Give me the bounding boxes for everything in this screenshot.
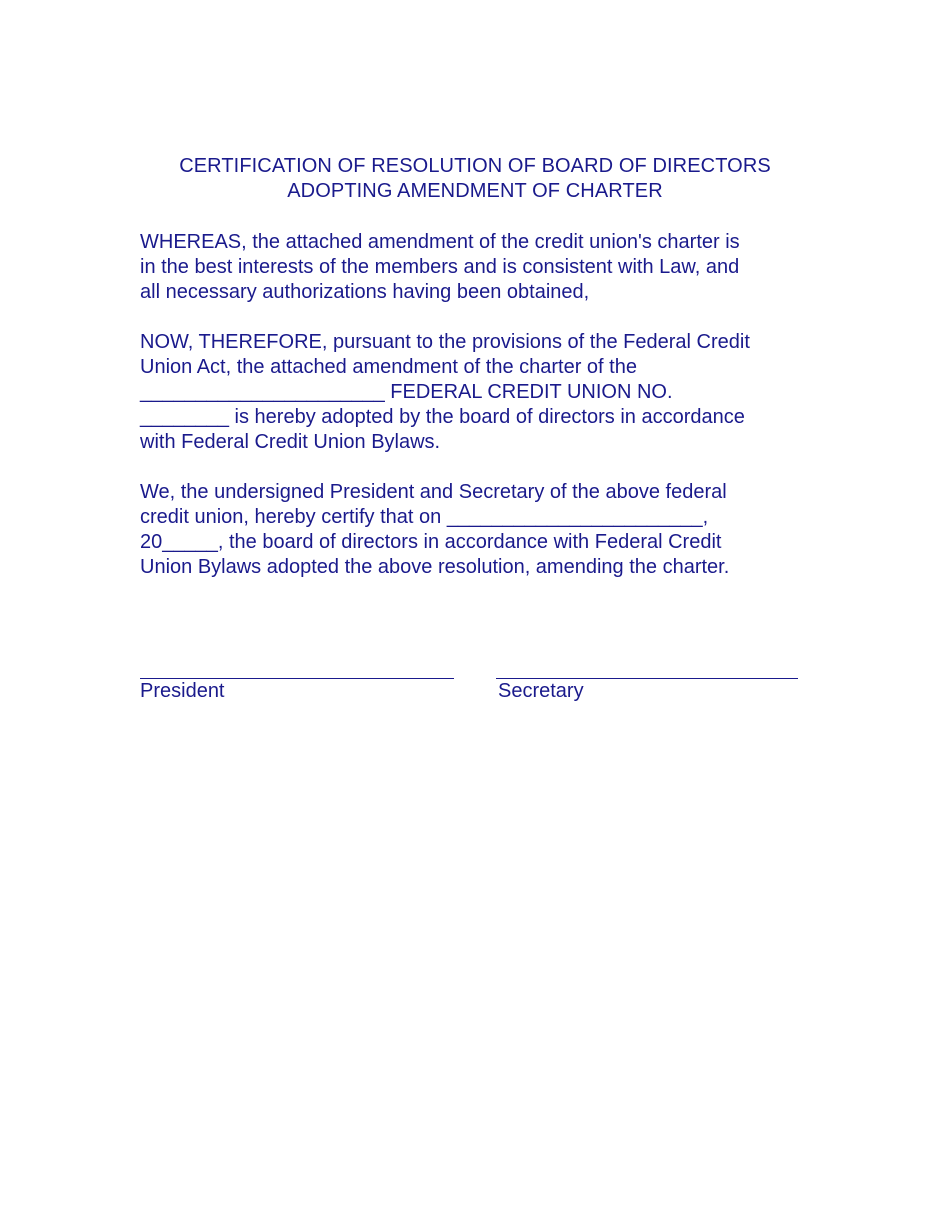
now-therefore-paragraph	[140, 330, 840, 455]
certify-line-1: We, the undersigned President and Secretary of the above federal	[140, 481, 727, 503]
whereas-line-2: in the best interests of the members and is consistent with Law, and	[140, 256, 740, 278]
secretary-label: Secretary	[498, 680, 584, 702]
certify-date-blank-line: credit union, hereby certify that on _______________________,	[140, 506, 709, 528]
now-therefore-line-5: with Federal Credit Union Bylaws.	[140, 431, 441, 453]
whereas-line-3: all necessary authorizations having been obtained,	[140, 281, 590, 303]
certify-line-4: Union Bylaws adopted the above resolution, amending the charter.	[140, 556, 730, 578]
whereas-paragraph	[140, 230, 840, 305]
president-label: President	[140, 680, 225, 702]
now-therefore-line-1: NOW, THEREFORE, pursuant to the provisions of the Federal Credit	[140, 331, 750, 353]
certify-year-blank-line: 20_____, the board of directors in accordance with Federal Credit	[140, 531, 722, 553]
credit-union-name-blank-line: ______________________ FEDERAL CREDIT UNION NO.	[140, 381, 673, 403]
certify-paragraph	[140, 480, 840, 580]
document-title-line-1: CERTIFICATION OF RESOLUTION OF BOARD OF DIRECTORS	[179, 155, 771, 177]
whereas-line-1: WHEREAS, the attached amendment of the credit union's charter is	[140, 231, 740, 253]
credit-union-number-blank-line: ________ is hereby adopted by the board of directors in accordance	[140, 406, 745, 428]
document-title-line-2: ADOPTING AMENDMENT OF CHARTER	[287, 180, 663, 202]
now-therefore-line-2: Union Act, the attached amendment of the charter of the	[140, 356, 637, 378]
